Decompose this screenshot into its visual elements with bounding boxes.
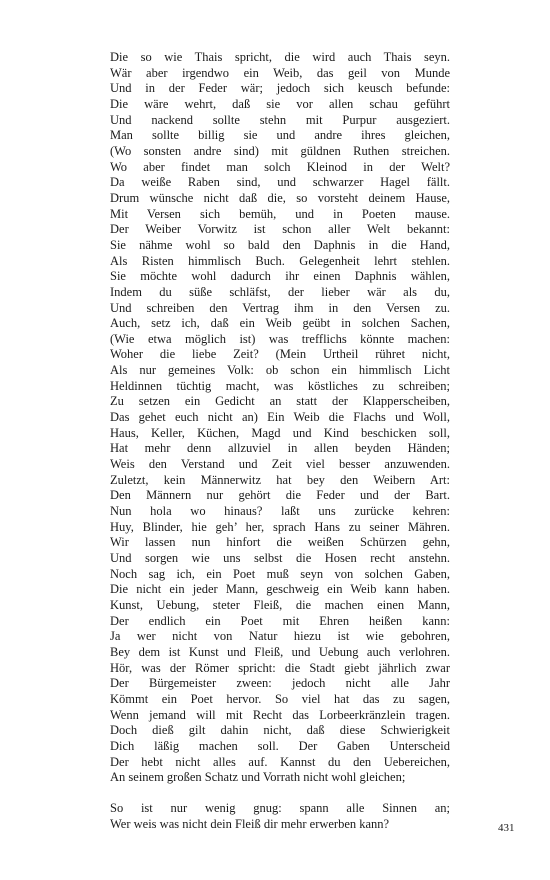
poem-line: Und sorgen wie uns selbst die Hosen recht anstehn. [110,551,450,565]
poem-line: Hat mehr denn allzuviel in allen beyden Händen; [110,441,450,456]
poem-line: Und nackend sollte stehn mit Purpur ausgeziert. [110,112,450,127]
poem-line: Wir lassen nun hinfort die weißen Schürzen gehn, [110,535,450,550]
poem-line: Der hebt nicht alles auf. Kannst du den Uebereichen, [110,754,450,769]
poem-text-block [110,50,450,833]
poem-line: Ja wer nicht von Natur hiezu ist wie gebohren, [110,629,450,644]
poem-line: Die nicht ein jeder Mann, geschweig ein Weib kann haben. [110,582,450,597]
poem-line: Hör, was der Römer spricht: die Stadt giebt jährlich zwar [110,660,450,675]
poem-stanza [110,50,450,786]
poem-line: Heldinnen tüchtig macht, was köstliches zu schreiben; [110,378,450,393]
poem-line: Auch, setz ich, daß ein Weib geübt in solchen Sachen, [110,316,450,331]
poem-line: Der Bürgemeister zween: jedoch nicht alle Jahr [110,676,450,691]
poem-line: So ist nur wenig gnug: spann alle Sinnen an; [110,801,450,816]
poem-line: Das gehet euch nicht an) Ein Weib die Flachs und Woll, [110,410,450,425]
poem-line: Bey dem ist Kunst und Fleiß, und Uebung auch verlohren. [110,644,450,659]
poem-stanza [110,801,450,832]
poem-line: Die so wie Thais spricht, die wird auch Thais seyn. [110,50,450,64]
poem-line: Zu setzen ein Gedicht an statt der Klapperscheiben, [110,394,450,409]
poem-line: Wär aber irgendwo ein Weib, das geil von Munde [110,65,450,80]
poem-line: Wenn jemand will mit Recht das Lorbeerkränzlein tragen. [110,707,450,722]
poem-line: Kunst, Uebung, steter Fleiß, die machen einen Mann, [110,597,450,612]
poem-line: Der Weiber Vorwitz ist schon aller Welt bekannt: [110,222,450,237]
poem-line: Zuletzt, kein Männerwitz hat bey den Weibern Art: [110,472,450,487]
poem-line: Der endlich ein Poet mit Ehren heißen kann: [110,613,450,628]
poem-line: Die wäre wehrt, daß sie vor allen schau geführt [110,96,450,111]
poem-line: Dich läßig machen soll. Der Gaben Unterscheid [110,738,450,753]
poem-line: Man sollte billig sie und andre ihres gleichen, [110,128,450,143]
poem-line: Nun hola wo hinaus? laßt uns zurücke kehren: [110,504,450,519]
poem-line: Haus, Keller, Küchen, Magd und Kind beschicken soll, [110,425,450,440]
poem-line: Drum wünsche nicht daß die, so vorsteht deinem Hause, [110,190,450,205]
page-number: 431 [498,822,515,834]
poem-line: Doch dieß gilt dahin nicht, daß diese Schwierigkeit [110,723,450,738]
poem-line: Und in der Feder wär; jedoch sich keusch befunde: [110,81,450,96]
poem-line: Sie nähme wohl so bald den Daphnis in die Hand, [110,237,450,252]
poem-line: Weis den Verstand und Zeit viel besser anzuwenden. [110,457,450,472]
poem-line: Als Risten himmlisch Buch. Gelegenheit lehrt stehlen. [110,253,450,268]
poem-line: Und schreiben den Vertrag ihm in den Versen zu. [110,300,450,315]
poem-line: Indem du süße schläfst, der lieber wär als du, [110,284,450,299]
poem-line: Huy, Blinder, hie geh’ her, sprach Hans zu seiner Mähren. [110,519,450,534]
poem-line: An seinem großen Schatz und Vorrath nicht wohl gleichen; [110,770,406,785]
poem-line: Als nur gemeines Volk: ob schon ein himmlisch Licht [110,363,450,378]
poem-line: Woher die liebe Zeit? (Mein Urtheil rühret nicht, [110,347,450,362]
poem-line: Noch sag ich, ein Poet muß seyn von solchen Gaben, [110,566,450,581]
poem-line: (Wo sonsten andre sind) mit güldnen Ruthen streichen. [110,143,450,158]
poem-line: Wo aber findet man solch Kleinod in der Welt? [110,159,450,174]
poem-line: (Wie etwa möglich ist) was trefflichs könnte machen: [110,331,450,346]
poem-line: Mit Versen sich bemüh, und in Poeten mause. [110,206,450,221]
poem-line: Kömmt ein Poet hervor. So viel hat das zu sagen, [110,691,450,706]
poem-line: Da weiße Raben sind, und schwarzer Hagel fällt. [110,175,450,190]
poem-line: Sie möchte wohl dadurch ihr einen Daphnis wählen, [110,269,450,284]
poem-line: Den Männern nur gehört die Feder und der Bart. [110,488,450,503]
poem-line: Wer weis was nicht dein Fleiß dir mehr erwerben kann? [110,817,390,832]
